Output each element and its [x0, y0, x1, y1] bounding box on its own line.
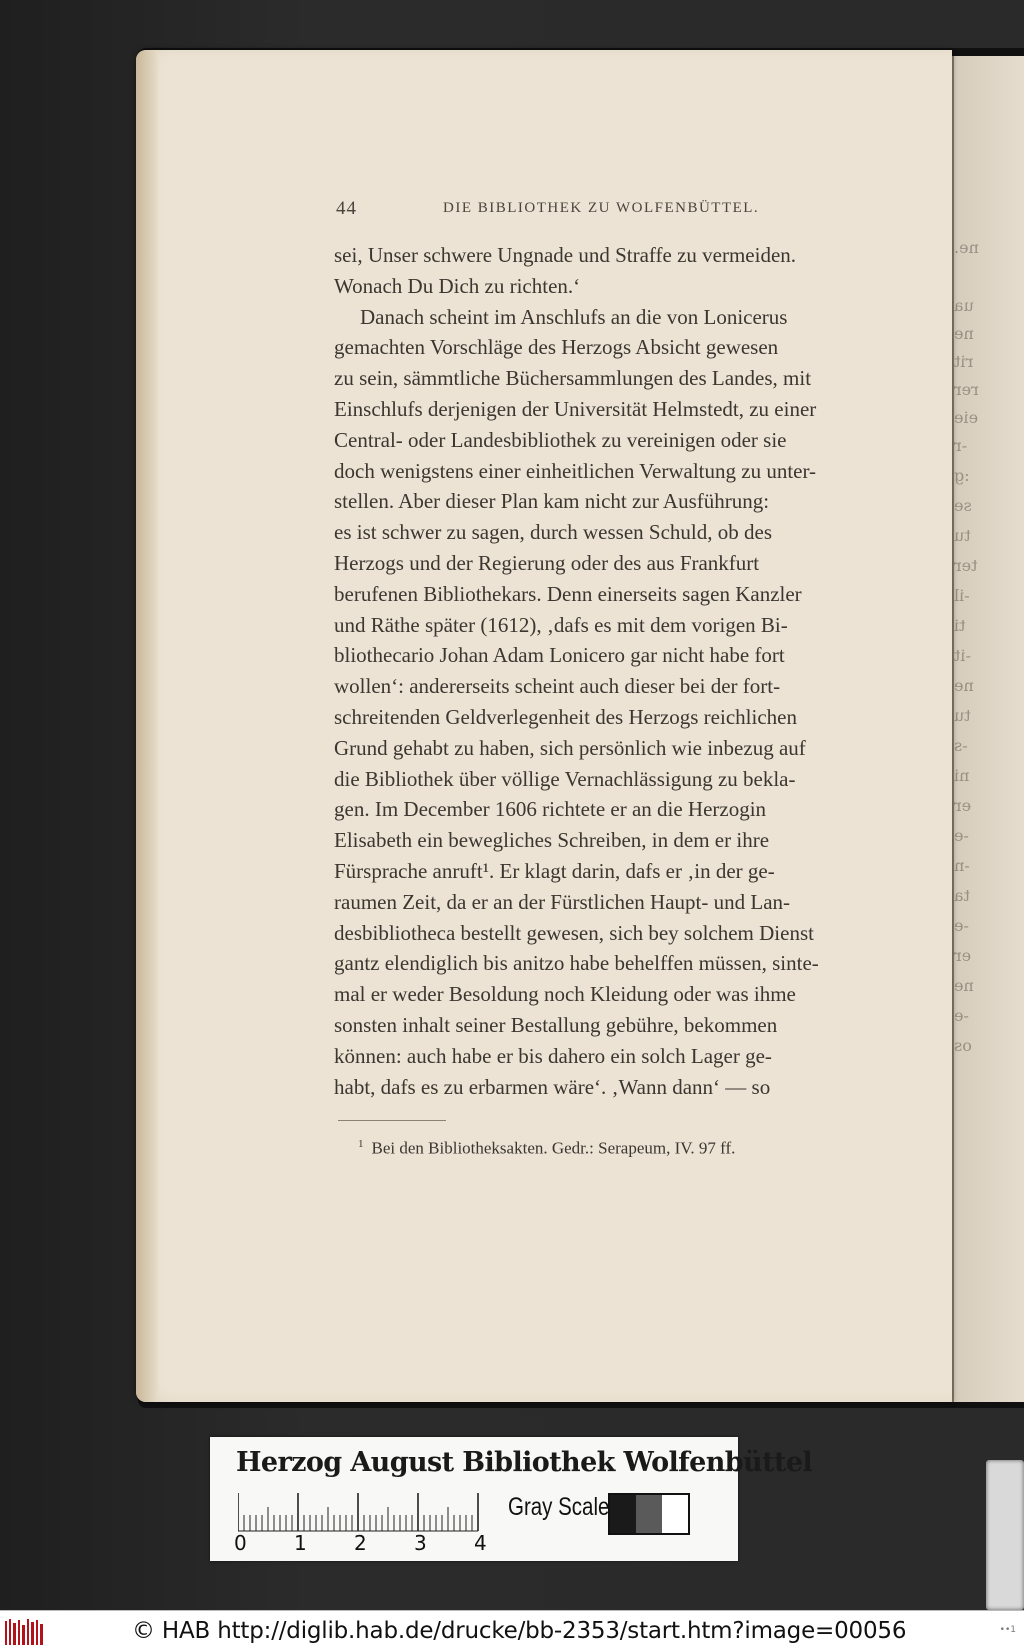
swatch-black: [610, 1495, 636, 1533]
text-line: sonsten inhalt seiner Bestallung gebühre, bekommen: [334, 1012, 778, 1037]
text-line: und Räthe später (1612), ‚dafs es mit dem vorigen Bi-: [334, 612, 788, 637]
footer-bar: [0, 1610, 1024, 1652]
text-line: Fürsprache anruft¹. Er klagt darin, dafs er ‚in der ge-: [334, 858, 775, 883]
footer-mark: ••1: [999, 1625, 1016, 1635]
text-line: bliothecario Johan Adam Lonicero gar nicht habe fort: [334, 643, 785, 668]
text-line: es ist schwer zu sagen, durch wessen Schuld, ob des: [334, 520, 772, 545]
copyright-credit: © HAB http://diglib.hab.de/drucke/bb-2353/start.htm?image=00056: [132, 1618, 907, 1644]
text-line: gantz elendiglich bis anitzo habe behelffen müssen, sinte-: [334, 951, 819, 976]
ruler-number: 1: [294, 1531, 307, 1555]
ruler-number: 4: [474, 1531, 487, 1555]
swatch-dark-gray: [636, 1495, 662, 1533]
footnote-text: Bei den Bibliotheksakten. Gedr.: Serapeum, IV. 97 ff.: [371, 1138, 736, 1158]
swatch-white: [662, 1495, 688, 1533]
gray-scale-label: Gray Scale: [508, 1493, 610, 1521]
text-line: wollen‘: andererseits scheint auch dieser bei der fort-: [334, 674, 781, 699]
text-line: Einschlufs derjenigen der Universität Helmstedt, zu einer: [334, 396, 817, 421]
text-line: Danach scheint im Anschlufs an die von Lonicerus: [360, 304, 788, 329]
color-target-strip: [986, 1460, 1024, 1610]
text-line: schreitenden Geldverlegenheit des Herzogs reichlichen: [334, 704, 797, 729]
text-line: desbibliotheca bestellt gewesen, sich bey solchem Dienst: [334, 920, 814, 945]
page-header: [336, 198, 820, 222]
footnote: [358, 1138, 858, 1159]
color-calibration-card: [210, 1437, 813, 1561]
adjacent-page-edge: ne. ua ne rit rer eie -r :g se tu ter -il ti -it ne tu -s ni er -e -n ta -e er ne -e os: [952, 56, 1024, 1402]
text-line: berufenen Bibliothekars. Denn einerseits sagen Kanzler: [334, 581, 802, 606]
text-line: Grund gehabt zu haben, sich persönlich wie inbezug auf: [334, 735, 806, 760]
ruler-number: 0: [234, 1531, 247, 1555]
text-line: mal er weder Besoldung noch Kleidung oder was ihme: [334, 982, 796, 1007]
running-head: DIE BIBLIOTHEK ZU WOLFENBÜTTEL.: [443, 200, 760, 216]
text-line: zu sein, sämmtliche Büchersammlungen des Landes, mit: [334, 366, 812, 391]
hab-logo-icon: [4, 1617, 46, 1647]
text-line: Central- oder Landesbibliothek zu vereinigen oder sie: [334, 427, 787, 452]
text-line: Herzogs und der Regierung oder des aus Frankfurt: [334, 550, 760, 575]
text-line: stellen. Aber dieser Plan kam nicht zur Ausführung:: [334, 489, 770, 514]
ruler-number: 2: [354, 1531, 367, 1555]
page-number: 44: [336, 198, 357, 219]
text-line: sei, Unser schwere Ungnade und Straffe zu vermeiden.: [334, 243, 797, 267]
text-line: Wonach Du Dich zu richten.‘: [334, 273, 581, 298]
body-text: [334, 240, 900, 1102]
card-title: Herzog August Bibliothek Wolfenbüttel: [236, 1447, 813, 1478]
text-line: gemachten Vorschläge des Herzogs Absicht gewesen: [334, 335, 779, 360]
text-line: gen. Im December 1606 richtete er an die Herzogin: [334, 797, 767, 822]
ruler-scale: [238, 1493, 488, 1533]
ruler-number: 3: [414, 1531, 427, 1555]
text-line: raumen Zeit, da er an der Fürstlichen Haupt- und Lan-: [334, 889, 791, 914]
footnote-rule: [338, 1120, 446, 1121]
footnote-marker: 1: [358, 1138, 364, 1150]
text-line: habt, dafs es zu erbarmen wäre‘. ‚Wann dann‘ — so: [334, 1074, 771, 1099]
text-line: können: auch habe er bis dahero ein solch Lager ge-: [334, 1043, 772, 1068]
gray-scale-swatches: [608, 1493, 690, 1535]
text-line: die Bibliothek über völlige Vernachlässigung zu bekla-: [334, 766, 796, 791]
text-line: Elisabeth ein bewegliches Schreiben, in dem er ihre: [334, 828, 770, 853]
text-line: doch wenigstens einer einheitlichen Verwaltung zu unter-: [334, 458, 817, 483]
